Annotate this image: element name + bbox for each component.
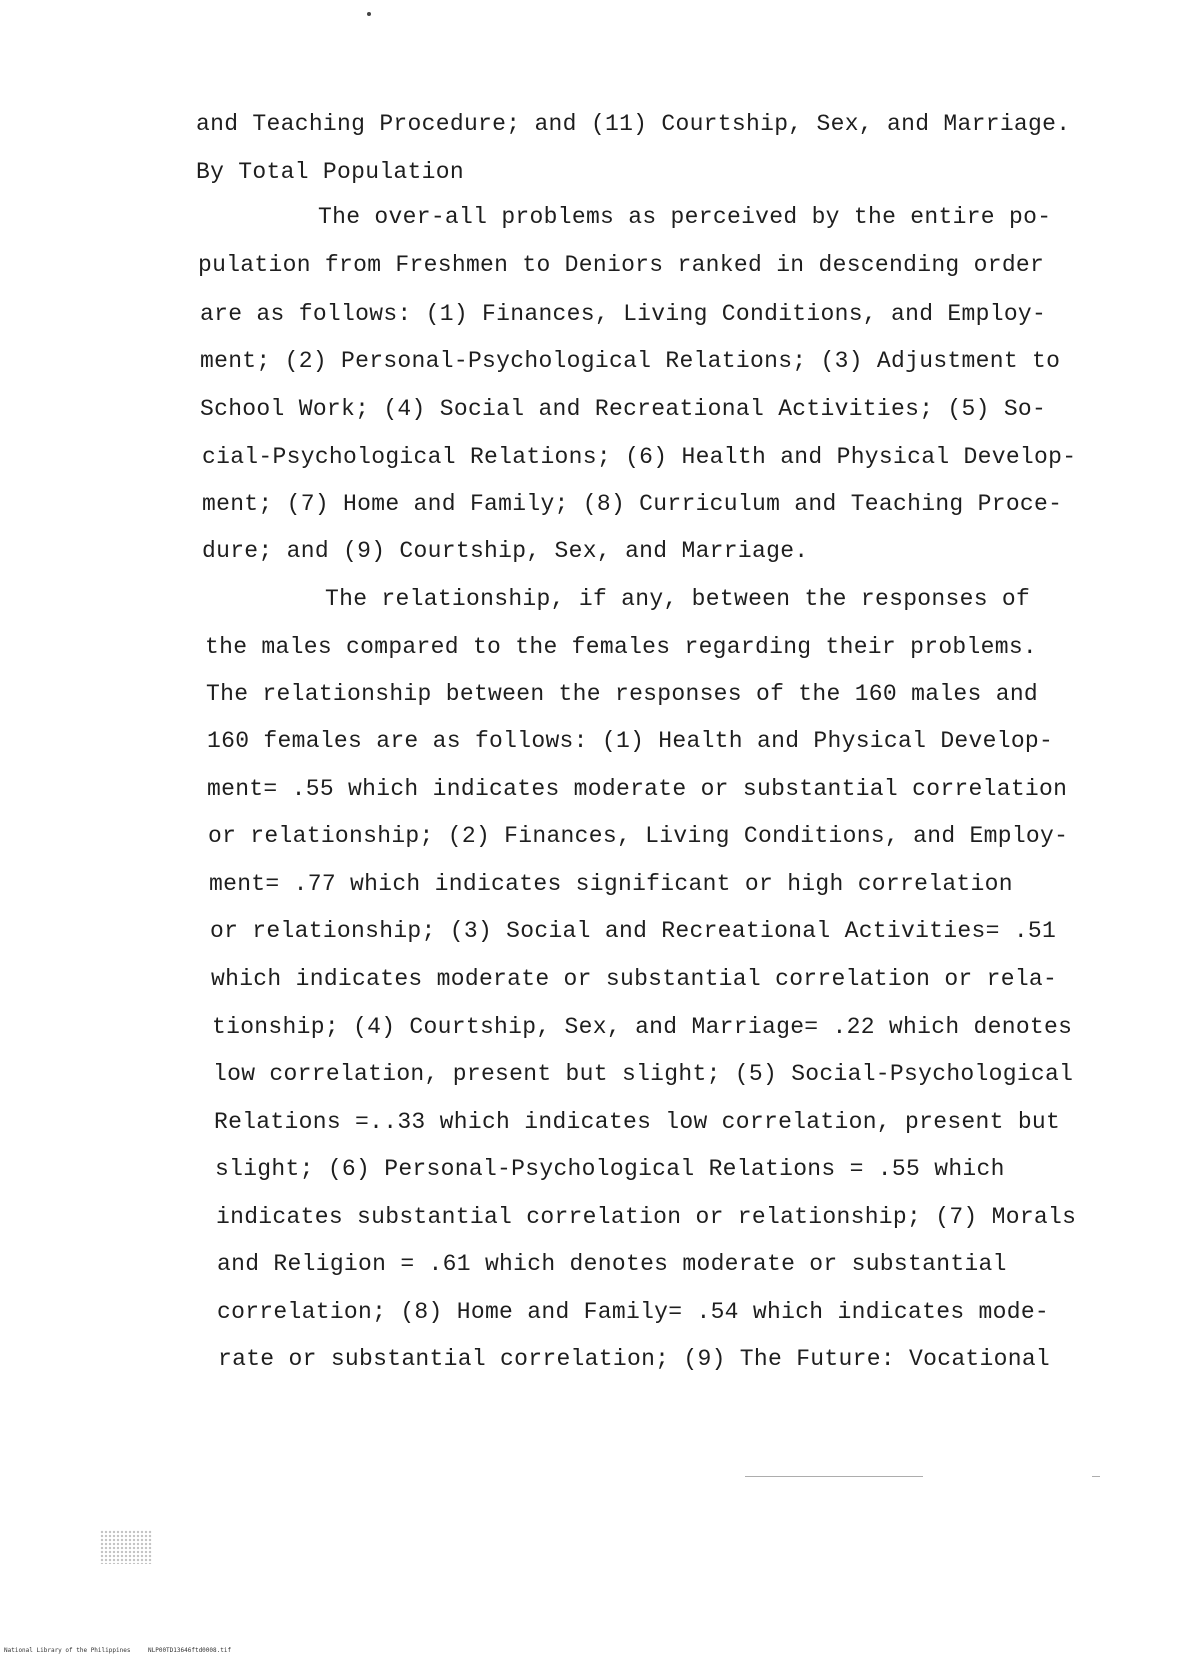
- text-line: rate or substantial correlation; (9) The Future: Vocational: [218, 1346, 1051, 1372]
- text-line: ment= .55 which indicates moderate or substantial correlation: [207, 776, 1068, 802]
- text-line: ment; (2) Personal-Psychological Relations; (3) Adjustment to: [200, 348, 1061, 374]
- text-line: cial-Psychological Relations; (6) Health and Physical Develop-: [202, 444, 1077, 470]
- text-line: Relations =..33 which indicates low correlation, present but: [214, 1109, 1061, 1135]
- text-line: 160 females are as follows: (1) Health and Physical Develop-: [207, 728, 1054, 754]
- text-line: tionship; (4) Courtship, Sex, and Marriage= .22 which denotes: [212, 1014, 1073, 1040]
- text-line: The relationship, if any, between the responses of: [325, 586, 1031, 612]
- section-heading: By Total Population: [196, 159, 464, 185]
- text-line: ment= .77 which indicates significant or high correlation: [209, 871, 1013, 897]
- scan-rule: [1092, 1476, 1100, 1477]
- scan-rule: [745, 1476, 923, 1477]
- text-line: and Religion = .61 which denotes moderate or substantial: [217, 1251, 1007, 1277]
- scan-speck: [367, 12, 371, 16]
- footer-library: National Library of the Philippines: [4, 1647, 131, 1654]
- text-line: The relationship between the responses of the 160 males and: [206, 681, 1039, 707]
- text-line: or relationship; (3) Social and Recreational Activities= .51: [210, 918, 1057, 944]
- text-line: indicates substantial correlation or relationship; (7) Morals: [216, 1204, 1077, 1230]
- text-line: pulation from Freshmen to Deniors ranked in descending order: [198, 252, 1045, 278]
- text-line: The over-all problems as perceived by the entire po-: [318, 204, 1052, 230]
- scan-noise-mark: [100, 1530, 152, 1564]
- text-line: ment; (7) Home and Family; (8) Curriculum and Teaching Proce-: [202, 491, 1063, 517]
- text-line: low correlation, present but slight; (5) Social-Psychological: [213, 1061, 1074, 1087]
- text-line: School Work; (4) Social and Recreational Activities; (5) So-: [200, 396, 1047, 422]
- text-line: the males compared to the females regarding their problems.: [205, 634, 1038, 660]
- footer-file: NLP00TD13646ftd0008.tif: [148, 1647, 232, 1654]
- text-line: or relationship; (2) Finances, Living Conditions, and Employ-: [208, 823, 1069, 849]
- text-line: correlation; (8) Home and Family= .54 which indicates mode-: [217, 1299, 1050, 1325]
- text-line: which indicates moderate or substantial correlation or rela-: [211, 966, 1058, 992]
- text-line: are as follows: (1) Finances, Living Conditions, and Employ-: [200, 301, 1047, 327]
- text-line: and Teaching Procedure; and (11) Courtship, Sex, and Marriage.: [196, 111, 1071, 137]
- text-line: dure; and (9) Courtship, Sex, and Marriage.: [202, 538, 809, 564]
- text-line: slight; (6) Personal-Psychological Relations = .55 which: [215, 1156, 1005, 1182]
